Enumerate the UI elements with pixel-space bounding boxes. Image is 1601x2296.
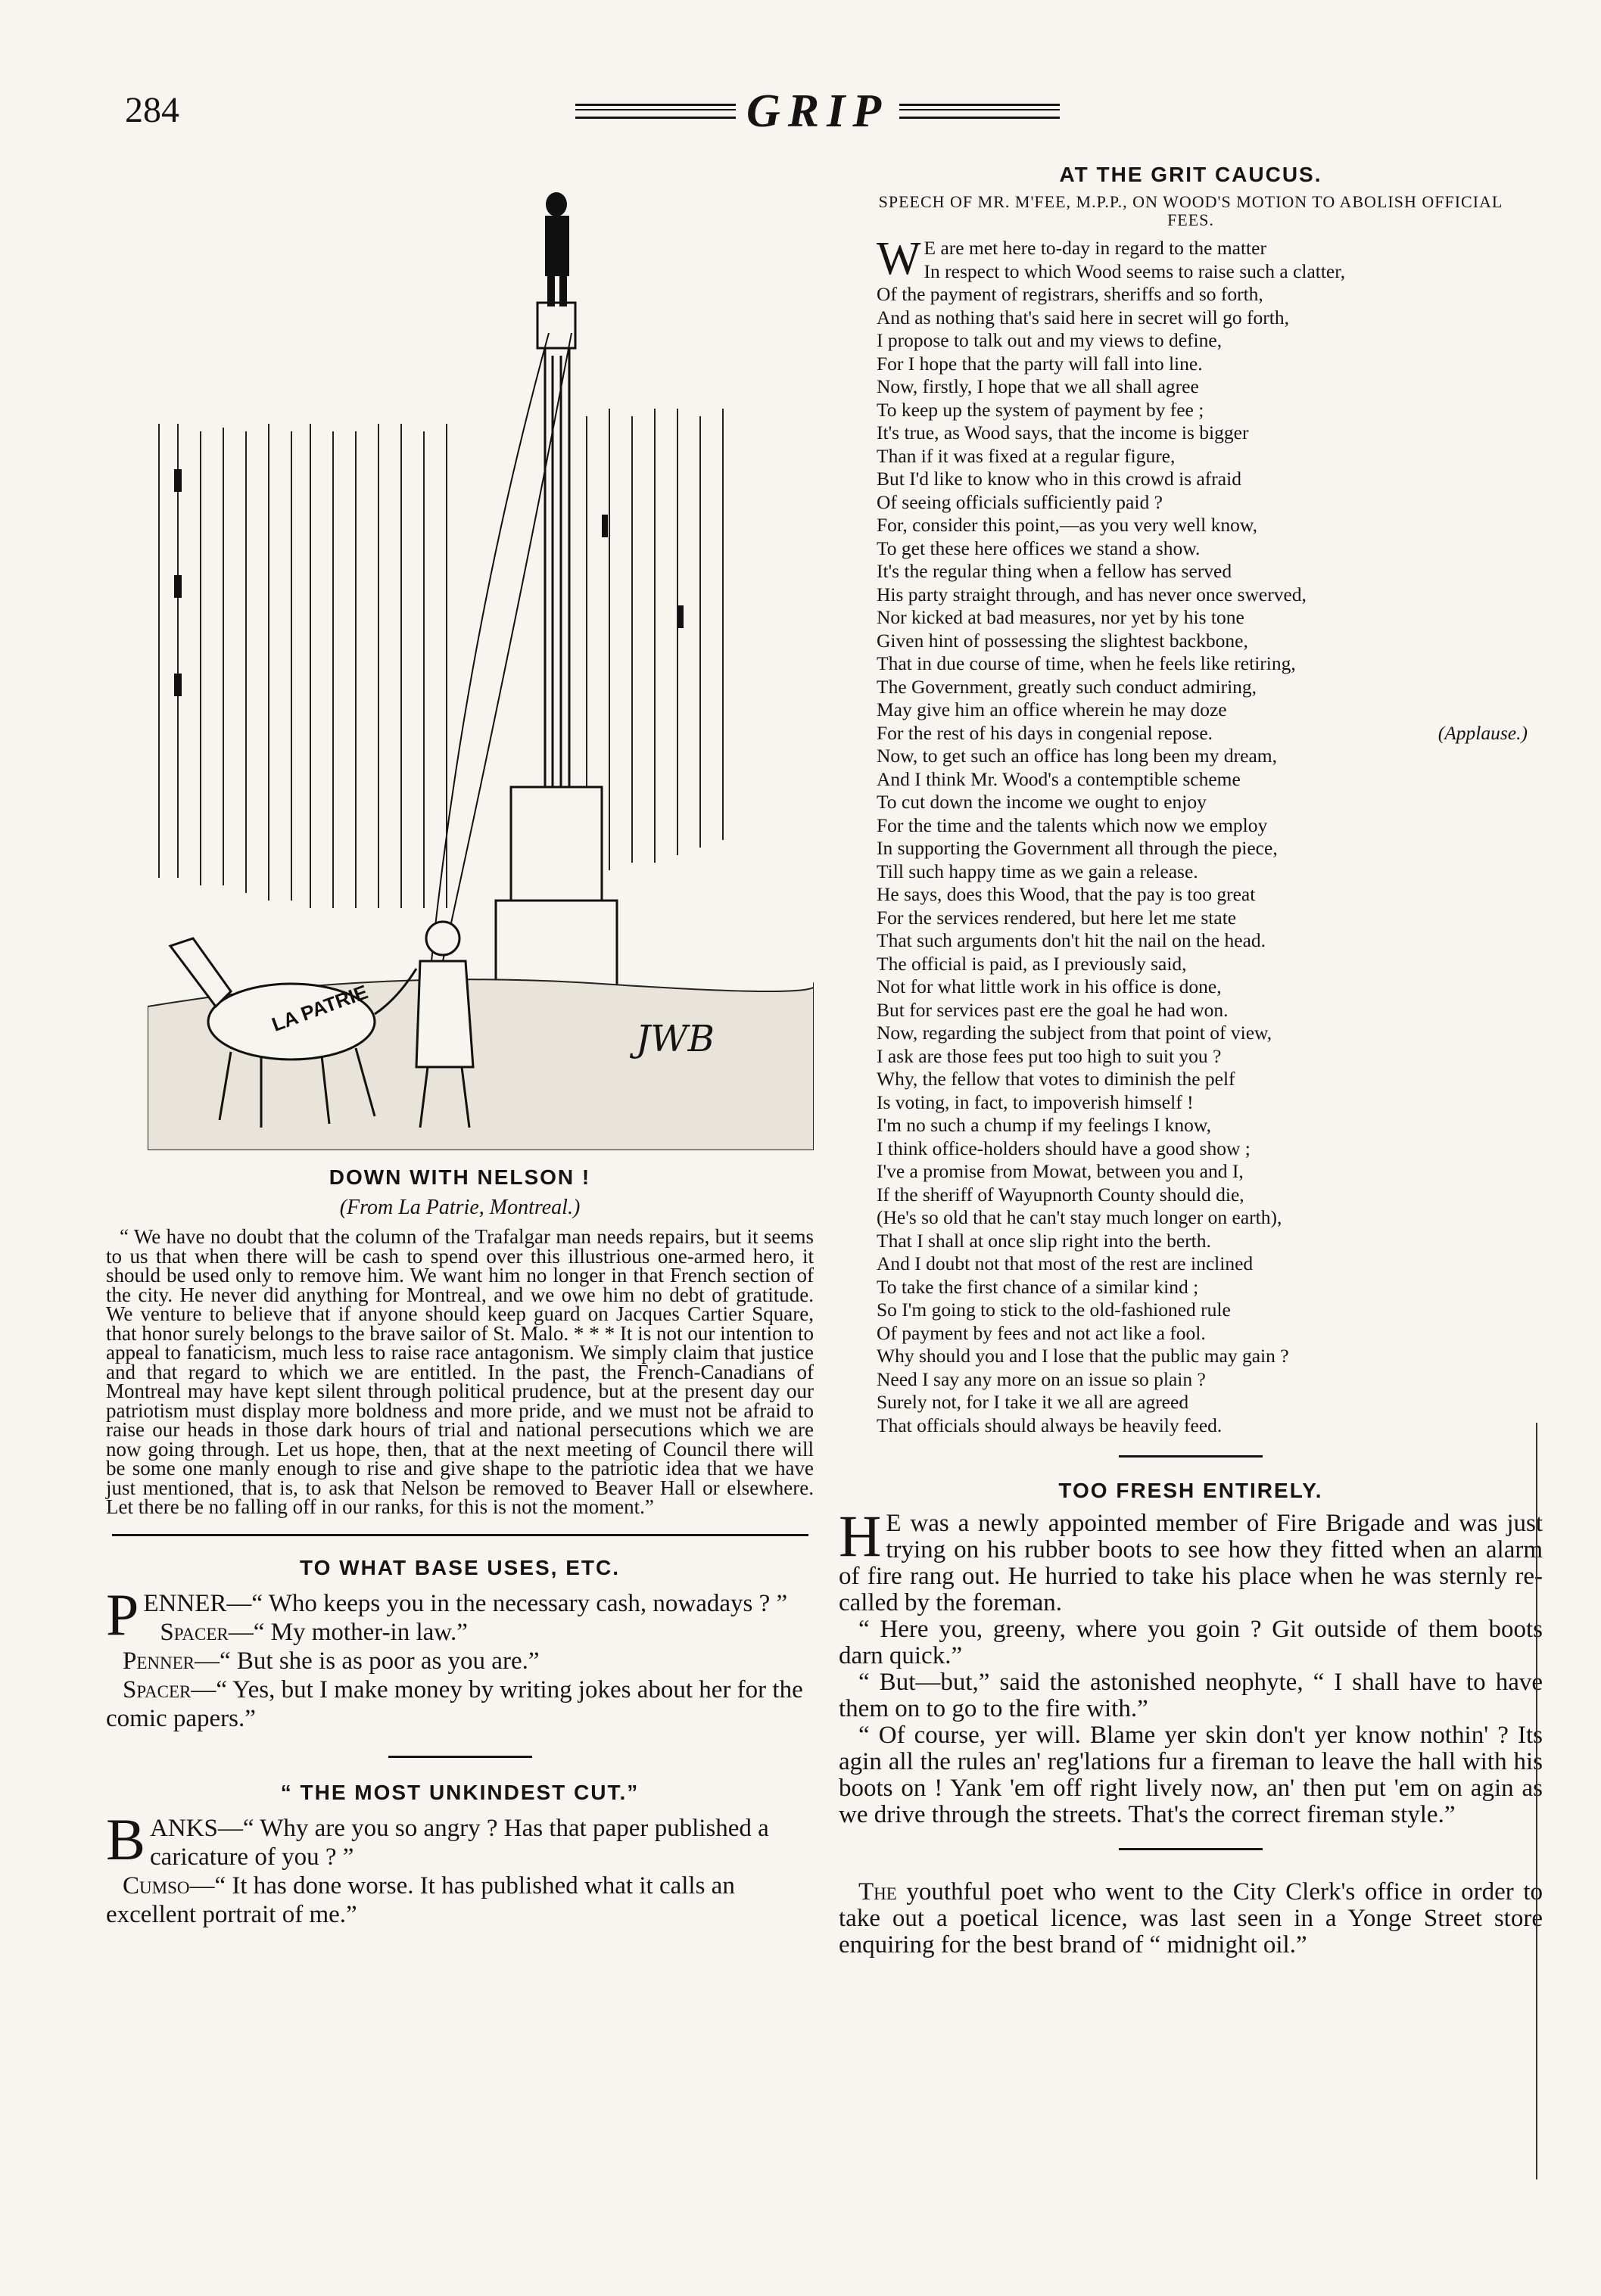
speaker: Spacer bbox=[123, 1675, 192, 1703]
masthead bbox=[575, 85, 1060, 138]
line-text: —“ But she is as poor as you are.” bbox=[195, 1647, 540, 1675]
poem-line bbox=[877, 1160, 1543, 1184]
poem-line-text: Now, firstly, I hope that we all shall agree bbox=[877, 375, 1199, 397]
poem-line bbox=[877, 1137, 1543, 1161]
speaker: ENNER bbox=[143, 1589, 227, 1617]
masthead-rule-right bbox=[899, 104, 1060, 119]
poem-line-text: That I shall at once slip right into the berth. bbox=[877, 1229, 1211, 1252]
story-paragraph: “ Of course, yer will. Blame yer skin don't yer know nothin' ? Its agin all the rules an' reg'lations fur a fireman to leave the hall with his boots on ! Yank 'em off right lively now, an' then put 'em on agin as we drive through the streets. That's the correct fireman style.” bbox=[839, 1722, 1543, 1828]
poet-text: youthful poet who went to the City Clerk's office in order to take out a poetical licence, was last seen in a Yonge Street store enquiring for the best brand of “ midnight oil.” bbox=[839, 1878, 1543, 1958]
poem-line bbox=[877, 1068, 1543, 1091]
poem-line-text: I propose to talk out and my views to define, bbox=[877, 329, 1223, 351]
poem-line-text: I'm no such a chump if my feelings I know, bbox=[877, 1114, 1212, 1136]
section-divider bbox=[112, 1534, 808, 1536]
poem-line bbox=[877, 353, 1543, 376]
poem-line-text: Why should you and I lose that the public may gain ? bbox=[877, 1345, 1289, 1367]
poem-line bbox=[877, 1252, 1543, 1276]
line-text: —“ Why are you so angry ? Has that paper published a caricature of you ? ” bbox=[150, 1814, 769, 1871]
poem-line bbox=[877, 1368, 1543, 1392]
poem-line-text: Need I say any more on an issue so plain ? bbox=[877, 1367, 1206, 1390]
poem-line bbox=[877, 652, 1543, 676]
unkindest-title: “ THE MOST UNKINDEST CUT.” bbox=[280, 1780, 640, 1804]
story-paragraph: “ But—but,” said the astonished neophyte, “ I shall have to have them on to go to the fire with.” bbox=[839, 1669, 1543, 1722]
poem-line-text: So I'm going to stick to the old-fashioned rule bbox=[877, 1299, 1231, 1321]
poem-line bbox=[877, 1322, 1543, 1346]
masthead-title: GRIP bbox=[746, 85, 889, 137]
poem-line-text: The Government, greatly such conduct admiring, bbox=[877, 675, 1257, 698]
poem-line bbox=[877, 999, 1543, 1022]
poem-line-text: In supporting the Government all through the piece, bbox=[877, 837, 1278, 859]
section-divider bbox=[1119, 1848, 1263, 1850]
poem-line-text: If the sheriff of Wayupnorth County should die, bbox=[877, 1183, 1244, 1206]
poem-line bbox=[877, 791, 1543, 814]
line-text: —“ My mother-in law.” bbox=[228, 1618, 468, 1646]
dialog-line bbox=[106, 1647, 814, 1675]
poem-line bbox=[877, 445, 1543, 468]
poem-line bbox=[877, 1414, 1543, 1438]
poem-line bbox=[877, 306, 1543, 330]
poem-line bbox=[877, 1022, 1543, 1045]
fresh-title: TOO FRESH ENTIRELY. bbox=[1058, 1479, 1323, 1502]
caucus-poem bbox=[877, 233, 1543, 1437]
speaker: ANKS bbox=[150, 1814, 218, 1842]
column bbox=[496, 303, 617, 991]
dialog-line bbox=[106, 1675, 814, 1733]
poem-line bbox=[877, 907, 1543, 930]
poem-line-text: His party straight through, and has never once swerved, bbox=[877, 583, 1307, 605]
poem-line-text: Till such happy time as we gain a release. bbox=[877, 860, 1198, 882]
line-text: —“ Yes, but I make money by writing jokes about her for the comic papers.” bbox=[106, 1675, 803, 1732]
poem-line-text: That officials should always be heavily feed. bbox=[877, 1414, 1223, 1436]
poem-line-text: Than if it was fixed at a regular figure, bbox=[877, 444, 1176, 467]
poem-line-text: He says, does this Wood, that the pay is too great bbox=[877, 883, 1256, 905]
poem-line-text: For I hope that the party will fall into line. bbox=[877, 352, 1203, 375]
page-number: 284 bbox=[125, 90, 179, 130]
poem-line-text: For, consider this point,—as you very well know, bbox=[877, 514, 1258, 536]
paragraph-text: E was a newly appointed member of Fire Brigade and was just trying on his rubber boots to see how they fitted when an alarm of fire rang out. He hurried to take his place when he was sternly re-called by the foreman. bbox=[839, 1510, 1543, 1616]
poem-line-text: Of the payment of registrars, sheriffs and so forth, bbox=[877, 283, 1263, 305]
statue bbox=[545, 192, 569, 306]
poem-line bbox=[877, 722, 1543, 745]
nelson-body: “ We have no doubt that the column of the Trafalgar man needs repairs, but it seems to us that when there will be cash to spend over this illustrious one-armed hero, it should be used only to remove him. We want him no longer in that French section of the city. He never did anything for Montreal, and we owe him no debt of gratitude. We venture to believe that if anyone should keep guard on Jacques Cartier Square, that honor surely belongs to the brave sailor of St. Malo. * * * It is not our intention to appeal to fanaticism, much less to raise race antagonism. We simply claim that justice and that regard to which we are entitled. In the past, the French-Canadians of Montreal may have kept silent through political prudence, but at the present day our patriotism must display more boldness and more pride, and we must not be afraid to raise our heads in those dark hours of trial and national persecutions which we are now going through. Let us hope, then, that at the next meeting of Council there will be some one manly enough to rise and give shape to the patriotic idea that we have just mentioned, that is, to ask that Nelson be removed to Beaver Hall or elsewhere. Let there be no falling off in our ranks, for this is not the moment.” bbox=[106, 1225, 814, 1518]
poem-line bbox=[877, 606, 1543, 630]
nelson-title: DOWN WITH NELSON ! bbox=[329, 1165, 591, 1189]
poet-lead: The bbox=[858, 1878, 897, 1906]
poem-line-text: I ask are those fees put too high to suit you ? bbox=[877, 1044, 1222, 1067]
poem-line-text: Why, the fellow that votes to diminish the pelf bbox=[877, 1068, 1235, 1090]
poem-line bbox=[877, 468, 1543, 491]
poem-line-text: I think office-holders should have a good show ; bbox=[877, 1137, 1251, 1159]
unkindest-dialog bbox=[106, 1806, 814, 1929]
poem-line bbox=[877, 814, 1543, 838]
artist-signature: JWB bbox=[636, 1018, 715, 1060]
column-edge-rule bbox=[1536, 1423, 1537, 2179]
poem-line-text: To keep up the system of payment by fee ; bbox=[877, 398, 1204, 421]
poem-line-text: Nor kicked at bad measures, nor yet by his tone bbox=[877, 606, 1244, 628]
poem-line-text: Given hint of possessing the slightest backbone, bbox=[877, 629, 1248, 652]
section-divider bbox=[1119, 1455, 1263, 1458]
poem-line-text: (He's so old that he can't stay much longer on earth), bbox=[877, 1206, 1282, 1228]
poem-line-text: But for services past ere the goal he had won. bbox=[877, 998, 1229, 1021]
poem-line bbox=[877, 1230, 1543, 1253]
poem-line bbox=[877, 1276, 1543, 1299]
poem-line-text: And I think Mr. Wood's a contemptible scheme bbox=[877, 767, 1241, 790]
poem-line bbox=[877, 1299, 1543, 1322]
poem-line-text: To take the first chance of a similar kind ; bbox=[877, 1275, 1199, 1298]
line-text: —“ Who keeps you in the necessary cash, nowadays ? ” bbox=[226, 1589, 788, 1617]
poem-line bbox=[877, 260, 1543, 284]
poem-line-text: May give him an office wherein he may doze bbox=[877, 698, 1227, 720]
poet-paragraph bbox=[839, 1879, 1543, 1958]
poem-line bbox=[877, 860, 1543, 884]
line-text: —“ It has done worse. It has published what it calls an excellent portrait of me.” bbox=[106, 1871, 735, 1928]
story-paragraph bbox=[839, 1503, 1543, 1616]
poem-line bbox=[877, 1045, 1543, 1069]
dropcap: P bbox=[106, 1581, 139, 1647]
poem-line bbox=[877, 630, 1543, 653]
nelson-source: (From La Patrie, Montreal.) bbox=[339, 1196, 581, 1219]
poem-line-text: For the time and the talents which now we employ bbox=[877, 814, 1268, 836]
poem-line-text: It's true, as Wood says, that the income is bigger bbox=[877, 422, 1249, 443]
nelson-column-illustration bbox=[148, 182, 814, 1150]
fresh-story bbox=[839, 1503, 1543, 1828]
dropcap: W bbox=[877, 233, 921, 285]
poem-line-text: In respect to which Wood seems to raise such a clatter, bbox=[924, 260, 1346, 282]
caucus-subtitle: SPEECH OF MR. M'FEE, M.P.P., ON WOOD'S MOTION TO ABOLISH OFFICIAL FEES. bbox=[878, 192, 1503, 229]
speaker: Penner bbox=[123, 1647, 195, 1675]
masthead-rule-left bbox=[575, 104, 736, 119]
poem-line bbox=[877, 1391, 1543, 1414]
poem-line bbox=[877, 698, 1543, 722]
poem-line bbox=[877, 491, 1543, 515]
poem-line-text: Not for what little work in his office is done, bbox=[877, 975, 1222, 997]
poem-line bbox=[877, 745, 1543, 768]
dropcap: B bbox=[106, 1806, 146, 1872]
section-divider bbox=[388, 1756, 532, 1758]
poem-line bbox=[877, 1091, 1543, 1115]
right-column bbox=[839, 163, 1543, 1958]
poem-line bbox=[877, 1114, 1543, 1137]
dialog-line bbox=[106, 1618, 814, 1647]
poem-line bbox=[877, 883, 1543, 907]
poem-line-text: And as nothing that's said here in secret will go forth, bbox=[877, 306, 1289, 328]
poem-line-text: For the rest of his days in congenial repose. bbox=[877, 721, 1213, 744]
poem-line-text: To get these here offices we stand a show. bbox=[877, 537, 1201, 559]
poem-line-text: Now, to get such an office has long been my dream, bbox=[877, 745, 1277, 767]
dialog-line bbox=[106, 1806, 814, 1872]
poem-line bbox=[877, 537, 1543, 561]
donkey-banner: LA PATRIE bbox=[269, 980, 371, 1036]
poem-line-text: Of seeing officials sufficiently paid ? bbox=[877, 490, 1163, 513]
poem-line-text: And I doubt not that most of the rest are inclined bbox=[877, 1252, 1254, 1274]
poem-line bbox=[877, 514, 1543, 537]
poem-line-text: Of payment by fees and not act like a fool. bbox=[877, 1321, 1206, 1344]
poem-line-text: I've a promise from Mowat, between you and I, bbox=[877, 1160, 1244, 1182]
poem-line bbox=[877, 837, 1543, 860]
poem-line bbox=[877, 283, 1543, 306]
caucus-title: AT THE GRIT CAUCUS. bbox=[1059, 163, 1322, 186]
poem-line bbox=[877, 560, 1543, 583]
applause-note: (Applause.) bbox=[1437, 721, 1528, 744]
poem-line-text: But I'd like to know who in this crowd is afraid bbox=[877, 468, 1241, 490]
poem-line bbox=[877, 583, 1543, 607]
dialog-line bbox=[106, 1871, 814, 1929]
hatched-buildings bbox=[159, 409, 723, 908]
poem-line-text: That such arguments don't hit the nail on the head. bbox=[877, 929, 1266, 951]
poem-line bbox=[877, 975, 1543, 999]
base-uses-dialog bbox=[106, 1581, 814, 1733]
poem-line bbox=[877, 676, 1543, 699]
poem-line-text: E are met here to-day in regard to the matter bbox=[924, 237, 1266, 259]
poem-line-text: For the services rendered, but here let me state bbox=[877, 906, 1237, 929]
building-windows bbox=[174, 469, 684, 696]
left-column bbox=[106, 1165, 814, 1929]
poem-line-text: Surely not, for I take it we all are agreed bbox=[877, 1391, 1189, 1413]
poem-line bbox=[877, 929, 1543, 953]
poem-line bbox=[877, 768, 1543, 792]
base-uses-title: TO WHAT BASE USES, ETC. bbox=[300, 1555, 620, 1579]
poem-line-text: Now, regarding the subject from that point of view, bbox=[877, 1022, 1272, 1044]
dropcap: H bbox=[839, 1503, 882, 1569]
poem-line bbox=[877, 953, 1543, 976]
story-paragraph: “ Here you, greeny, where you goin ? Git outside of them boots darn quick.” bbox=[839, 1616, 1543, 1669]
poem-line-text: That in due course of time, when he feels like retiring, bbox=[877, 652, 1296, 674]
poem-line bbox=[877, 1184, 1543, 1207]
poem-line bbox=[877, 329, 1543, 353]
speaker: Spacer bbox=[160, 1618, 229, 1646]
poem-line bbox=[877, 399, 1543, 422]
poem-line-text: It's the regular thing when a fellow has served bbox=[877, 560, 1232, 582]
poem-line-text: The official is paid, as I previously said, bbox=[877, 952, 1187, 975]
speaker: Cumso bbox=[123, 1871, 190, 1899]
poem-line bbox=[877, 1206, 1543, 1230]
poem-line bbox=[877, 422, 1543, 445]
poem-line bbox=[877, 1345, 1543, 1368]
poem-line bbox=[877, 375, 1543, 399]
poem-line-text: Is voting, in fact, to impoverish himself ! bbox=[877, 1090, 1194, 1113]
poem-line-text: To cut down the income we ought to enjoy bbox=[877, 791, 1207, 813]
